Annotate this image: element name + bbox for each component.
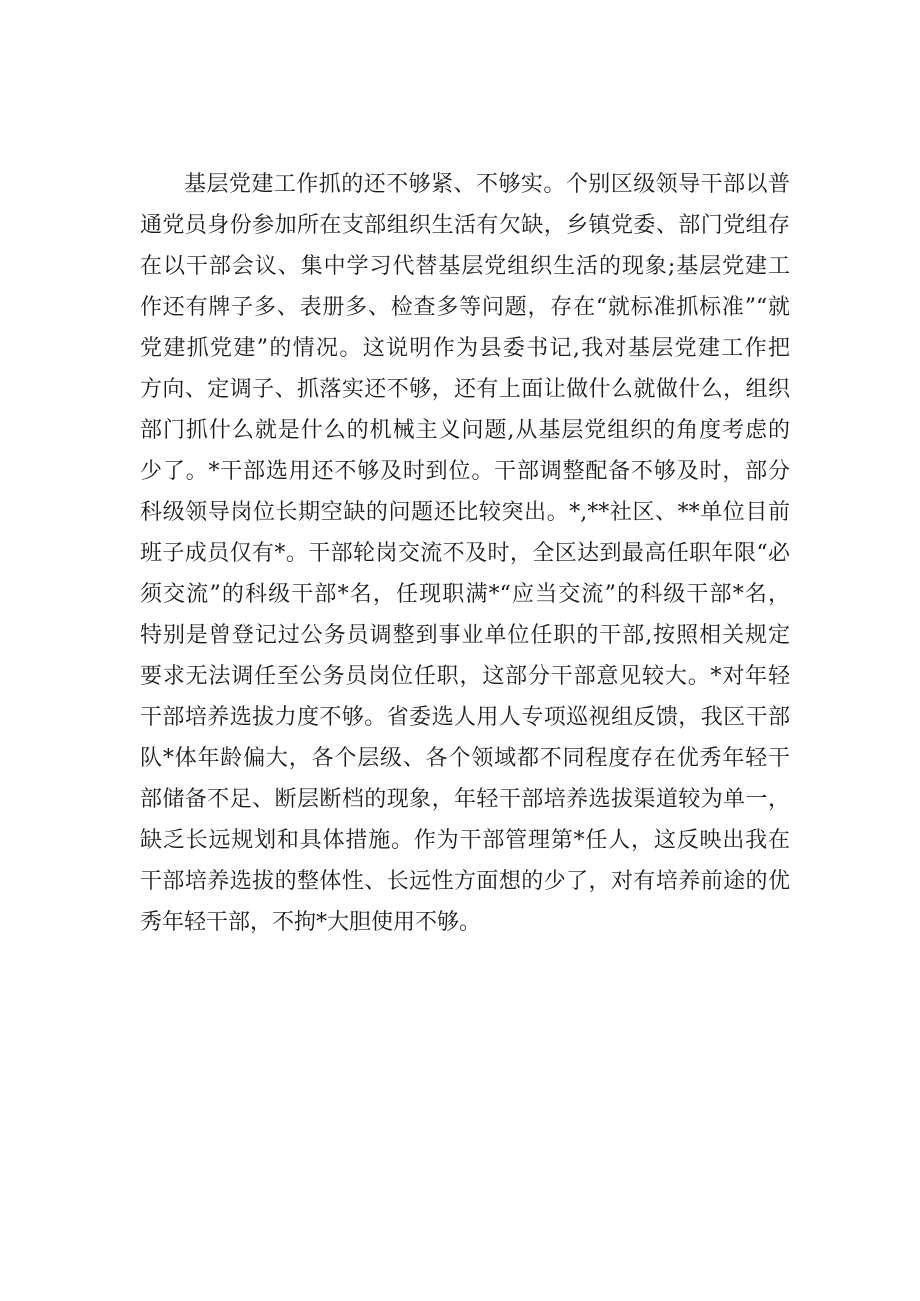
paragraph-line: 要求无法调任至公务员岗位任职，这部分干部意见较大。*对年轻 [140, 664, 790, 689]
paragraph-line: 方向、定调子、抓落实还不够，还有上面让做什么就做什么，组织 [140, 377, 790, 402]
paragraph-line: 基层党建工作抓的还不够紧、不够实。个别区级领导干部以普 [184, 172, 790, 197]
paragraph-line: 缺乏长远规划和具体措施。作为干部管理第*任人，这反映出我在 [140, 828, 790, 853]
paragraph-line: 少了。*干部选用还不够及时到位。干部调整配备不够及时，部分 [140, 459, 790, 484]
paragraph-line: 班子成员仅有*。干部轮岗交流不及时，全区达到最高任职年限“必 [140, 541, 790, 566]
paragraph-line: 通党员身份参加所在支部组织生活有欠缺，乡镇党委、部门党组存 [140, 213, 790, 238]
paragraph-line: 队*体年龄偏大，各个层级、各个领域都不同程度存在优秀年轻干 [140, 746, 790, 771]
body-paragraph [140, 164, 790, 943]
paragraph-line: 干部培养选拔力度不够。省委选人用人专项巡视组反馈，我区干部 [140, 705, 790, 730]
paragraph-line: 特别是曾登记过公务员调整到事业单位任职的干部,按照相关规定 [140, 623, 790, 648]
paragraph-line: 秀年轻干部，不拘*大胆使用不够。 [140, 910, 482, 935]
paragraph-line: 作还有牌子多、表册多、检查多等问题，存在“就标准抓标准”“就 [140, 295, 790, 320]
paragraph-line: 部门抓什么就是什么的机械主义问题,从基层党组织的角度考虑的 [140, 418, 790, 443]
paragraph-line: 党建抓党建”的情况。这说明作为县委书记,我对基层党建工作把 [140, 336, 790, 361]
paragraph-line: 须交流”的科级干部*名，任现职满*“应当交流”的科级干部*名， [140, 582, 790, 607]
paragraph-line: 在以干部会议、集中学习代替基层党组织生活的现象;基层党建工 [140, 254, 790, 279]
paragraph-line: 科级领导岗位长期空缺的问题还比较突出。*,**社区、**单位目前 [140, 500, 790, 525]
paragraph-line: 部储备不足、断层断档的现象，年轻干部培养选拔渠道较为单一， [140, 787, 790, 812]
paragraph-line: 干部培养选拔的整体性、长远性方面想的少了，对有培养前途的优 [140, 869, 790, 894]
